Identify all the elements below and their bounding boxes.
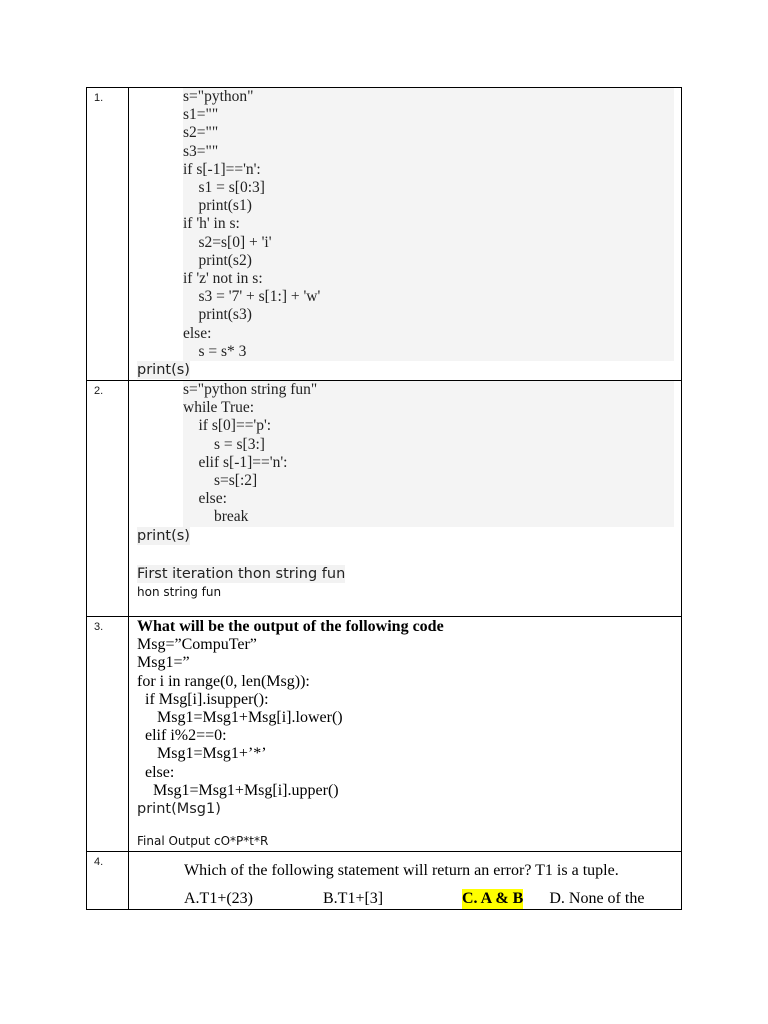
option-b: B.T1+[3] xyxy=(323,890,384,907)
question-row xyxy=(87,617,682,852)
option-d: D. None of the xyxy=(549,890,645,907)
question-number: 4. xyxy=(87,852,129,910)
code-line: print(s2) xyxy=(183,251,252,269)
code-line: s2=s[0] + 'i' xyxy=(183,233,272,251)
question-row xyxy=(87,381,682,617)
code-line: print(s1) xyxy=(183,197,252,215)
question-row xyxy=(87,852,682,910)
code-line: if s[-1]=='n': xyxy=(183,160,261,178)
question-body xyxy=(129,617,682,852)
code-line: elif i%2==0: xyxy=(137,727,227,745)
question-body xyxy=(129,88,682,381)
code-block xyxy=(183,88,674,361)
code-line: if 'z' not in s: xyxy=(183,270,263,288)
question-text: Which of the following statement will return an error? T1 is a tuple. xyxy=(184,862,619,879)
code-line: Msg=”CompuTer” xyxy=(137,636,257,654)
code-line: elif s[-1]=='n': xyxy=(183,453,288,471)
code-line: if Msg[i].isupper(): xyxy=(137,690,269,708)
code-line: s3 = '7' + s[1:] + 'w' xyxy=(183,288,321,306)
code-line: s2="" xyxy=(183,124,219,142)
code-line: for i in range(0, len(Msg)): xyxy=(137,672,310,690)
questions-table xyxy=(86,87,682,910)
print-statement: print(s) xyxy=(137,527,190,544)
code-line: s="python string fun" xyxy=(183,381,318,398)
question-number: 1. xyxy=(87,88,129,381)
code-line: if 'h' in s: xyxy=(183,215,240,233)
print-statement: print(Msg1) xyxy=(137,801,221,818)
code-block xyxy=(183,381,674,527)
question-row xyxy=(87,88,682,381)
code-line: while True: xyxy=(183,399,255,417)
code-line: s1="" xyxy=(183,106,219,124)
code-line: s = s[3:] xyxy=(183,435,265,453)
answer-note: hon string fun xyxy=(137,584,222,599)
final-output: Final Output cO*P*t*R xyxy=(137,834,269,849)
code-line: Msg1=Msg1+Msg[i].lower() xyxy=(137,709,343,727)
code-line: Msg1=Msg1+Msg[i].upper() xyxy=(137,781,339,799)
question-body xyxy=(129,381,682,617)
code-line: else: xyxy=(137,763,175,781)
option-a: A.T1+(23) xyxy=(184,890,254,907)
code-line: else: xyxy=(183,324,212,342)
code-line: else: xyxy=(183,490,227,508)
code-line: if s[0]=='p': xyxy=(183,417,272,435)
code-line: s = s* 3 xyxy=(183,342,247,360)
code-line: s3="" xyxy=(183,142,219,160)
question-number: 3. xyxy=(87,617,129,852)
code-line: s1 = s[0:3] xyxy=(183,179,265,197)
code-line: s=s[:2] xyxy=(183,472,258,490)
options-row xyxy=(184,889,674,909)
code-line: Msg1=Msg1+’*’ xyxy=(137,745,267,763)
code-line: break xyxy=(183,508,249,526)
option-c: C. A & B xyxy=(462,890,524,907)
iteration-note: First iteration thon string fun xyxy=(137,565,346,582)
question-body xyxy=(129,852,682,910)
code-line: s="python" xyxy=(183,88,254,105)
code-line: Msg1=” xyxy=(137,654,190,672)
print-statement: print(s) xyxy=(137,362,190,379)
question-number: 2. xyxy=(87,381,129,617)
question-title: What will be the output of the following code xyxy=(137,618,444,635)
code-line: print(s3) xyxy=(183,306,252,324)
